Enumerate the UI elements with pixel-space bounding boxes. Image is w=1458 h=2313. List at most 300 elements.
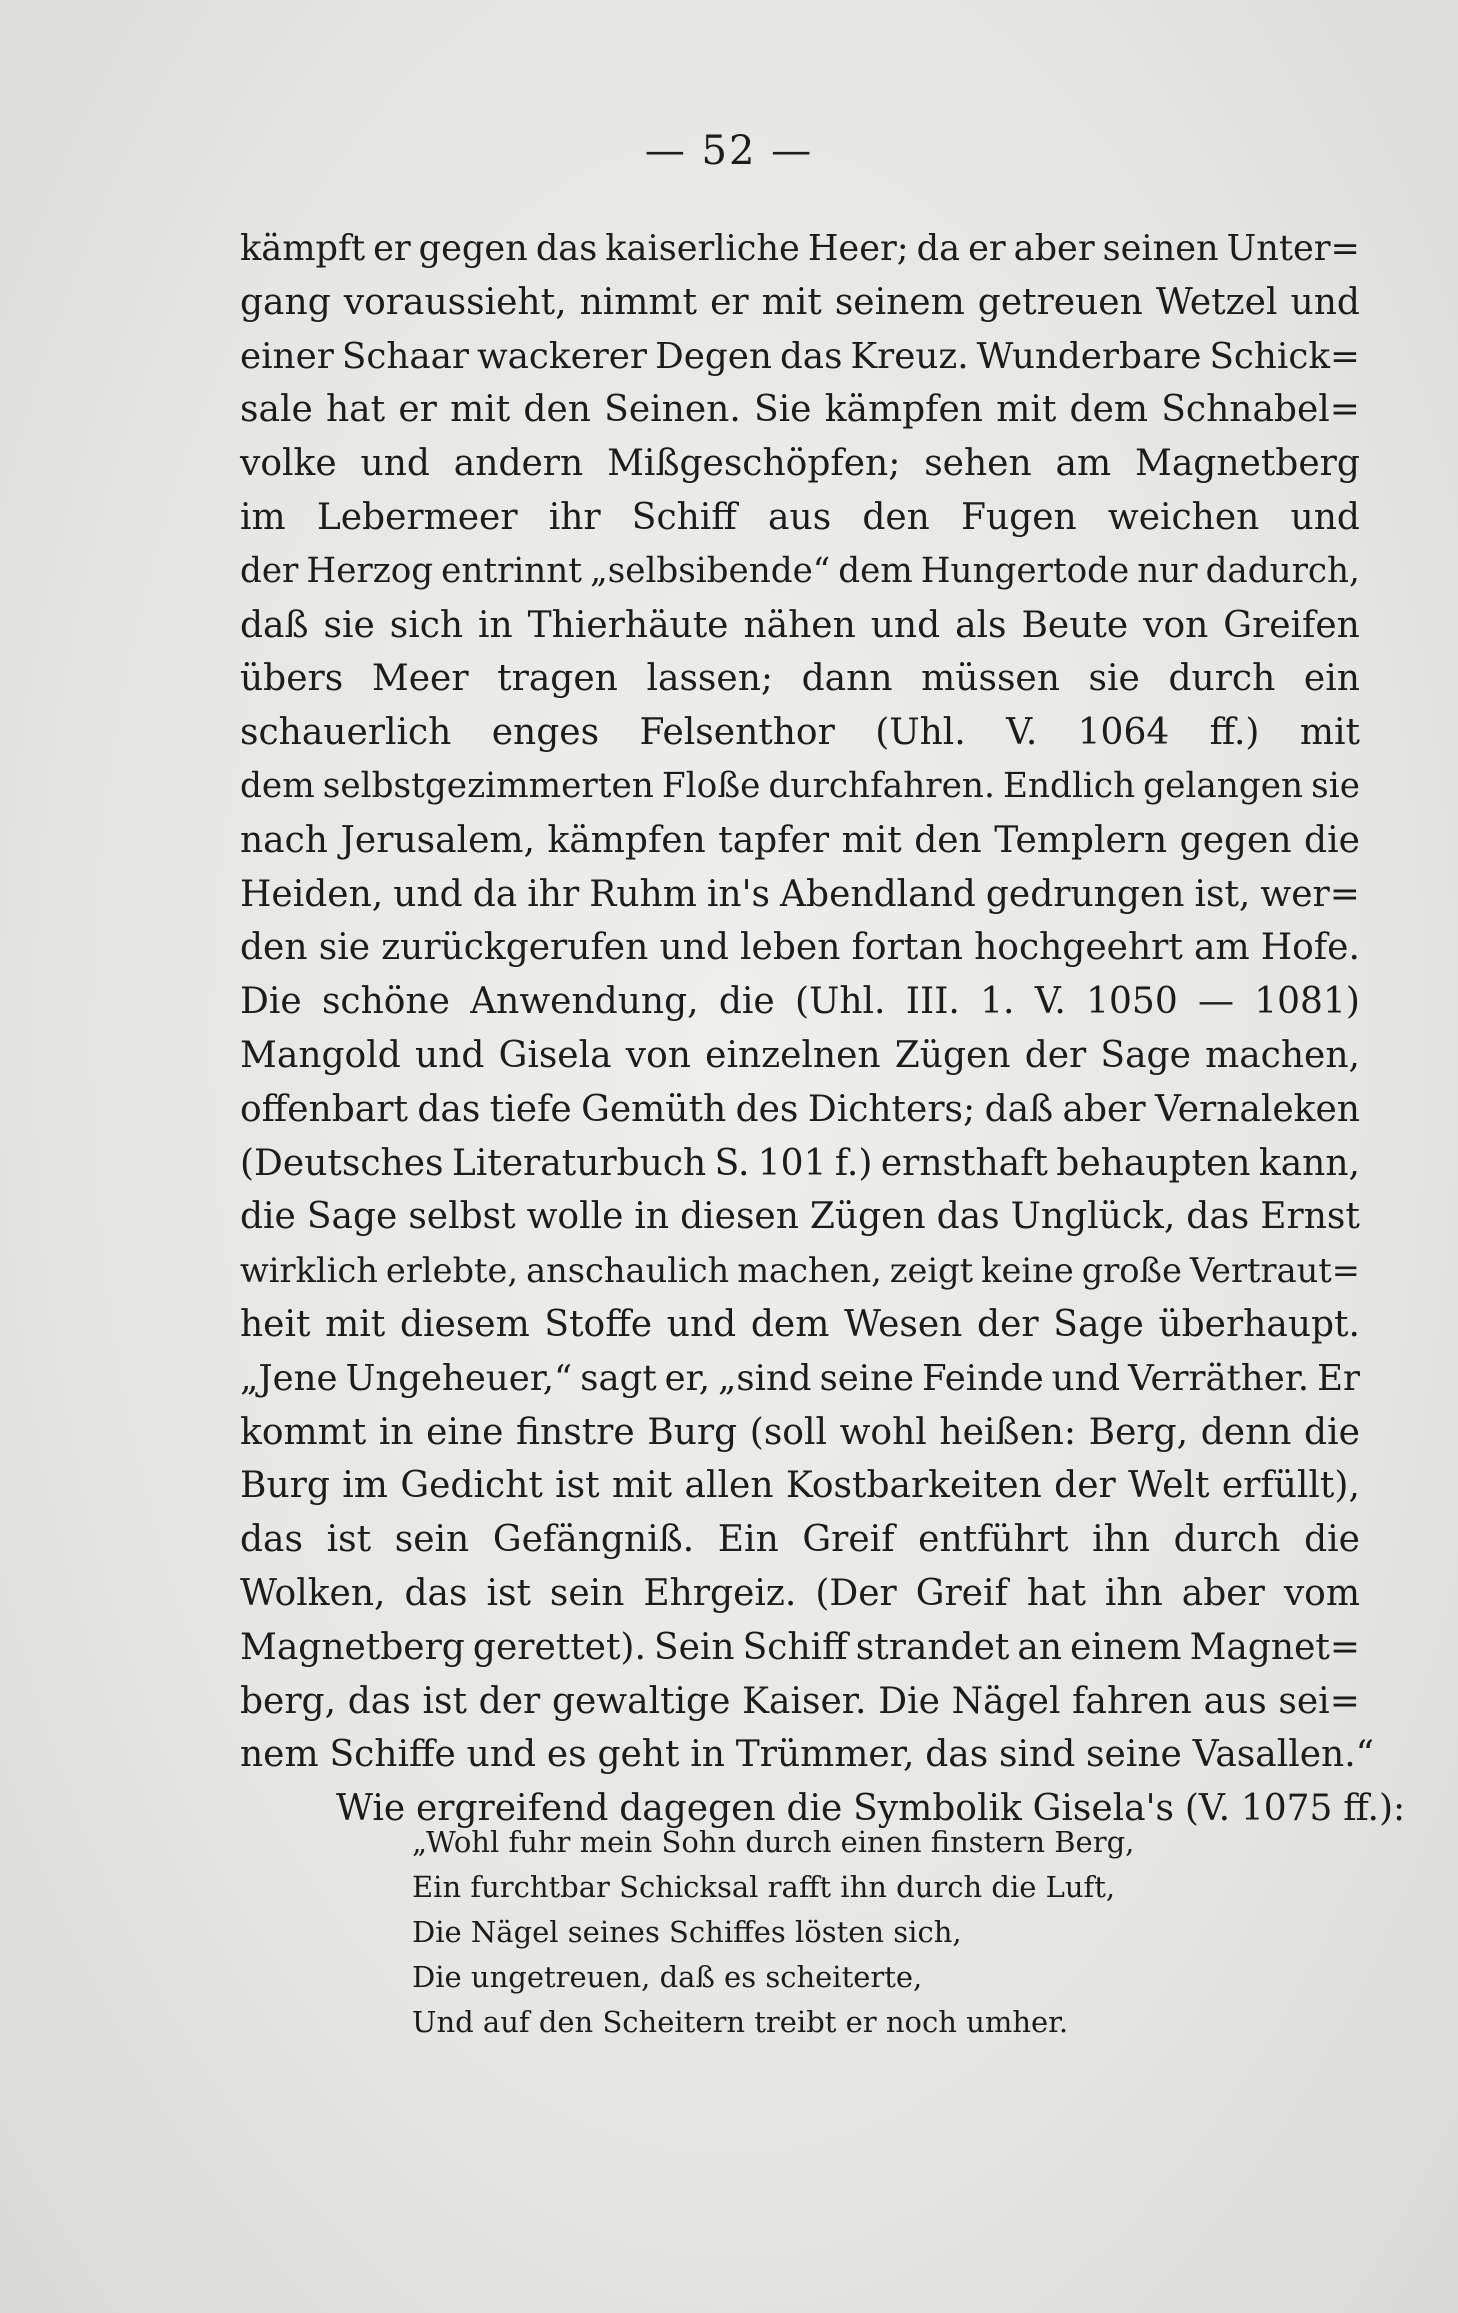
- word: strandet: [855, 1626, 1010, 1668]
- word: heißen:: [939, 1411, 1077, 1453]
- word: behaupten: [1056, 1142, 1251, 1184]
- word: (Deutsches: [240, 1142, 444, 1184]
- word: durchfahren.: [768, 765, 995, 806]
- word: die: [718, 981, 775, 1023]
- verse-line: Die Nägel seines Schiffes lösten sich,: [412, 1915, 962, 1949]
- word: dem: [240, 765, 315, 806]
- word: und: [870, 604, 941, 646]
- word: leben: [740, 927, 841, 969]
- word: seine: [1086, 1734, 1182, 1776]
- word: eine: [426, 1411, 504, 1453]
- word: Zügen: [894, 1034, 1011, 1076]
- word: mit: [841, 819, 902, 861]
- word: mit: [450, 389, 511, 431]
- word: Herzog: [306, 550, 434, 591]
- word: erlebte,: [385, 1251, 519, 1291]
- word: in: [634, 1196, 670, 1238]
- text-line: [240, 1029, 1360, 1083]
- word: Seinen.: [604, 389, 741, 431]
- word: Beute: [1021, 604, 1129, 646]
- word: Heiden,: [240, 873, 384, 915]
- word: sich: [389, 604, 464, 646]
- word: von: [625, 1034, 691, 1076]
- word: er: [968, 228, 1006, 269]
- word: den: [914, 819, 982, 861]
- word: Feinde: [922, 1357, 1044, 1399]
- word: 1.: [980, 981, 1015, 1023]
- word: am: [1055, 443, 1112, 485]
- word: Verräther.: [1128, 1357, 1310, 1399]
- word: 1075: [1240, 1788, 1333, 1830]
- word: das: [404, 1572, 468, 1614]
- word: kämpft: [240, 228, 366, 269]
- word: Endlich: [1002, 765, 1136, 806]
- word: dadurch,: [1205, 550, 1360, 591]
- word: das: [936, 1196, 1000, 1238]
- word: —: [1198, 981, 1234, 1023]
- word: Abendland: [780, 873, 976, 915]
- word: des: [735, 1088, 799, 1130]
- word: V.: [1006, 712, 1038, 754]
- word: Greif: [802, 1519, 895, 1561]
- word: entrinnt: [441, 550, 583, 591]
- text-line: [240, 383, 1360, 437]
- word: ist: [326, 1519, 372, 1561]
- word: schöne: [321, 981, 450, 1023]
- word: da: [472, 873, 518, 915]
- word: allen: [684, 1465, 774, 1507]
- word: sagt: [580, 1357, 657, 1399]
- word: mit: [761, 281, 822, 323]
- word: (V.: [1184, 1788, 1231, 1830]
- word: Meer: [371, 658, 469, 700]
- word: ist,: [1194, 873, 1251, 915]
- verse-line: „Wohl fuhr mein Sohn durch einen finstern Berg,: [412, 1825, 1135, 1859]
- word: Mangold: [240, 1034, 401, 1076]
- word: nem: [240, 1734, 319, 1776]
- word: kaiserliche: [605, 228, 800, 269]
- word: die: [1304, 1519, 1360, 1561]
- word: im: [342, 1465, 388, 1507]
- word: das: [535, 228, 598, 269]
- word: in: [378, 1411, 414, 1453]
- text-line: [240, 1459, 1360, 1513]
- word: 1050: [1086, 981, 1178, 1023]
- word: Gefängniß.: [492, 1519, 695, 1561]
- word: Literaturbuch: [451, 1142, 707, 1184]
- word: aber: [1013, 228, 1095, 269]
- word: übers: [240, 658, 344, 700]
- word: von: [1143, 604, 1209, 646]
- word: Magnetberg: [1134, 443, 1360, 485]
- word: wirklich: [240, 1251, 378, 1291]
- word: er: [373, 228, 411, 269]
- word: kann,: [1258, 1142, 1360, 1184]
- main-paragraph: [240, 222, 1406, 1836]
- word: gelangen: [1143, 765, 1304, 806]
- word: selbst: [408, 1196, 516, 1238]
- text-line: [240, 814, 1360, 868]
- word: Wie: [336, 1788, 406, 1830]
- word: Mißgeschöpfen;: [607, 443, 901, 485]
- text-line: [240, 1675, 1360, 1729]
- text-line: [240, 1567, 1360, 1621]
- word: Er: [1317, 1357, 1360, 1399]
- word: einzelnen: [705, 1034, 881, 1076]
- word: schauerlich: [240, 712, 452, 754]
- word: 1064: [1077, 712, 1170, 754]
- word: Zügen: [809, 1196, 926, 1238]
- word: geht: [597, 1734, 680, 1776]
- word: Welt: [1128, 1465, 1210, 1507]
- word: 1081): [1254, 981, 1360, 1023]
- word: und: [666, 1303, 737, 1345]
- word: Sage: [306, 1196, 398, 1238]
- word: (Uhl.: [875, 712, 966, 754]
- word: aus: [1203, 1680, 1267, 1722]
- word: gerettet).: [472, 1626, 646, 1668]
- word: wer=: [1260, 873, 1360, 915]
- word: daß: [984, 1088, 1054, 1130]
- word: das: [925, 1734, 989, 1776]
- word: sein: [394, 1519, 470, 1561]
- word: im: [240, 496, 286, 538]
- word: Gisela: [498, 1034, 612, 1076]
- text-line: [240, 1621, 1360, 1675]
- word: der: [1054, 1465, 1116, 1507]
- word: Unter=: [1226, 228, 1360, 269]
- text-line: [240, 868, 1360, 922]
- text-line: [240, 1137, 1360, 1191]
- word: Kaiser.: [742, 1680, 867, 1722]
- word: gegen: [418, 228, 528, 269]
- word: ff.):: [1343, 1788, 1406, 1830]
- word: sie: [323, 604, 375, 646]
- word: erfüllt),: [1221, 1465, 1360, 1507]
- word: das: [347, 1680, 411, 1722]
- word: und: [414, 1034, 485, 1076]
- word: er: [398, 389, 437, 431]
- word: und: [393, 873, 463, 915]
- word: den: [862, 496, 930, 538]
- word: und: [1290, 281, 1360, 323]
- word: gedrungen: [985, 873, 1185, 915]
- text-line: [240, 599, 1360, 653]
- word: Hofe.: [1260, 927, 1360, 969]
- word: Schaar: [341, 335, 469, 377]
- word: machen,: [737, 1251, 882, 1291]
- word: da: [916, 228, 961, 269]
- word: Ein: [717, 1519, 779, 1561]
- word: ein: [1303, 658, 1360, 700]
- text-line: [240, 1244, 1360, 1298]
- word: Wesen: [844, 1303, 963, 1345]
- word: in: [690, 1734, 725, 1776]
- word: aus: [768, 496, 832, 538]
- word: sie: [318, 927, 371, 969]
- word: diesem: [399, 1303, 530, 1345]
- word: Gemüth: [581, 1088, 727, 1130]
- word: kämpfen: [547, 819, 706, 861]
- word: entführt: [918, 1519, 1069, 1561]
- text-line: [240, 437, 1360, 491]
- word: der: [1024, 1034, 1087, 1076]
- word: diesen: [680, 1196, 799, 1238]
- word: Ehrgeiz.: [643, 1572, 797, 1614]
- word: volke: [240, 443, 337, 485]
- word: dem: [838, 550, 913, 591]
- word: gewaltige: [551, 1680, 731, 1722]
- word: keine: [981, 1251, 1074, 1291]
- word: kommt: [240, 1411, 367, 1453]
- page-number: — 52 —: [644, 128, 814, 174]
- verse-line: Die ungetreuen, daß es scheiterte,: [412, 1960, 923, 1994]
- word: Fugen: [961, 496, 1077, 538]
- word: nimmt: [579, 281, 698, 323]
- word: Gisela's: [1032, 1788, 1175, 1830]
- word: kämpfen: [824, 389, 983, 431]
- word: anschaulich: [526, 1251, 730, 1291]
- word: die: [240, 1196, 296, 1238]
- word: selbstgezimmerten: [322, 765, 654, 806]
- word: Burg: [647, 1411, 738, 1453]
- text-line: [240, 276, 1360, 330]
- word: dagegen: [619, 1788, 776, 1830]
- word: Magnetberg: [240, 1626, 465, 1668]
- word: große: [1081, 1251, 1182, 1291]
- word: vom: [1283, 1572, 1360, 1614]
- word: ff.): [1209, 712, 1260, 754]
- word: Vernaleken: [1155, 1088, 1360, 1130]
- word: Sie: [754, 389, 812, 431]
- word: weichen: [1107, 496, 1260, 538]
- word: er: [710, 281, 749, 323]
- word: Magnet=: [1189, 1626, 1360, 1668]
- word: die: [1304, 1411, 1360, 1453]
- word: Thierhäute: [527, 604, 729, 646]
- word: Sage: [1100, 1034, 1191, 1076]
- word: zurückgerufen: [381, 927, 649, 969]
- word: den: [240, 927, 308, 969]
- word: tapfer: [718, 819, 830, 861]
- word: er,: [664, 1357, 710, 1399]
- word: einem: [1070, 1626, 1182, 1668]
- word: S.: [714, 1142, 750, 1184]
- word: ihn: [1104, 1572, 1163, 1614]
- word: ist: [422, 1680, 467, 1722]
- word: und: [659, 927, 729, 969]
- word: Heer;: [807, 228, 909, 269]
- word: wackerer: [477, 335, 648, 377]
- word: gang: [240, 281, 331, 323]
- word: „selbsibende“: [590, 550, 831, 591]
- word: „sind: [718, 1357, 812, 1399]
- word: Symbolik: [853, 1788, 1022, 1830]
- text-line: [240, 1298, 1360, 1352]
- word: nur: [1137, 550, 1198, 591]
- word: sie: [1088, 658, 1140, 700]
- word: Anwendung,: [470, 981, 699, 1023]
- word: seine: [819, 1357, 914, 1399]
- word: ernsthaft: [880, 1142, 1048, 1184]
- word: sei=: [1278, 1680, 1360, 1722]
- word: Lebermeer: [316, 496, 518, 538]
- word: der: [240, 550, 299, 591]
- word: Schiffe: [329, 1734, 456, 1776]
- word: Wunderbare: [976, 335, 1202, 377]
- word: ihr: [527, 873, 580, 915]
- word: sale: [240, 389, 313, 431]
- word: Die: [878, 1680, 940, 1722]
- word: sehen: [924, 443, 1032, 485]
- word: Ruhm: [589, 873, 697, 915]
- word: in's: [706, 873, 770, 915]
- word: ihr: [548, 496, 601, 538]
- word: wolle: [526, 1196, 624, 1238]
- verse-line: Ein furchtbar Schicksal rafft ihn durch die Luft,: [412, 1870, 1116, 1904]
- word: gegen: [1179, 819, 1292, 861]
- word: voraussieht,: [343, 281, 567, 323]
- word: die: [1304, 819, 1360, 861]
- word: Wetzel: [1155, 281, 1278, 323]
- word: tragen: [497, 658, 618, 700]
- word: Kreuz.: [850, 335, 969, 377]
- word: als: [955, 604, 1007, 646]
- word: und: [1051, 1357, 1121, 1399]
- text-line: [240, 491, 1360, 545]
- word: Burg: [240, 1465, 330, 1507]
- text-line: [240, 222, 1360, 276]
- word: Kostbarkeiten: [785, 1465, 1042, 1507]
- word: an: [1017, 1626, 1063, 1668]
- text-line: [240, 330, 1360, 384]
- word: wohl: [839, 1411, 927, 1453]
- word: seinem: [834, 281, 965, 323]
- word: III.: [905, 981, 960, 1023]
- word: ist: [486, 1572, 531, 1614]
- word: das: [417, 1088, 481, 1130]
- word: V.: [1034, 981, 1066, 1023]
- word: Templern: [994, 819, 1168, 861]
- word: lassen;: [646, 658, 774, 700]
- word: Gedicht: [400, 1465, 543, 1507]
- word: der: [977, 1303, 1039, 1345]
- word: tiefe: [489, 1088, 572, 1130]
- word: dann: [801, 658, 893, 700]
- word: fahren: [1072, 1680, 1192, 1722]
- word: Schick=: [1209, 335, 1360, 377]
- word: denn: [1200, 1411, 1292, 1453]
- word: mit: [325, 1303, 386, 1345]
- word: dem: [1069, 389, 1149, 431]
- word: (soll: [749, 1411, 828, 1453]
- text-line: [240, 975, 1360, 1029]
- word: ist: [555, 1465, 600, 1507]
- word: sind: [999, 1734, 1076, 1776]
- word: sein: [549, 1572, 625, 1614]
- word: daß: [240, 604, 309, 646]
- word: „Jene: [240, 1357, 338, 1399]
- word: Floße: [661, 765, 761, 806]
- word: Berg,: [1088, 1411, 1189, 1453]
- word: Stoffe: [544, 1303, 653, 1345]
- word: Sein: [653, 1626, 735, 1668]
- word: mit: [996, 389, 1057, 431]
- word: (Der: [815, 1572, 897, 1614]
- word: Ernst: [1260, 1196, 1360, 1238]
- word: heit: [240, 1303, 311, 1345]
- word: nach: [240, 819, 328, 861]
- word: und: [1290, 496, 1360, 538]
- word: Dichters;: [807, 1088, 976, 1130]
- word: die: [786, 1788, 843, 1830]
- word: Trümmer,: [735, 1734, 915, 1776]
- word: Felsenthor: [639, 712, 835, 754]
- word: hat: [325, 389, 386, 431]
- word: hochgeehrt: [974, 927, 1183, 969]
- word: müssen: [921, 658, 1060, 700]
- word: Unglück,: [1010, 1196, 1176, 1238]
- word: das: [779, 335, 843, 377]
- text-line: [240, 1190, 1360, 1244]
- text-line: [240, 545, 1360, 599]
- text-line: [240, 1352, 1360, 1406]
- word: überhaupt.: [1158, 1303, 1360, 1345]
- word: seinen: [1102, 228, 1219, 269]
- text-line: [240, 1083, 1360, 1137]
- word: sie: [1311, 765, 1360, 806]
- word: Die: [240, 981, 302, 1023]
- word: Schnabel=: [1161, 389, 1360, 431]
- word: Sage: [1053, 1303, 1144, 1345]
- word: aber: [1181, 1572, 1265, 1614]
- text-line: [240, 706, 1360, 760]
- word: andern: [453, 443, 584, 485]
- word: durch: [1173, 1519, 1281, 1561]
- word: Wolken,: [240, 1572, 386, 1614]
- text-line: [240, 1513, 1360, 1567]
- word: durch: [1168, 658, 1276, 700]
- word: mit: [1299, 712, 1360, 754]
- word: und: [466, 1734, 537, 1776]
- word: das: [1186, 1196, 1250, 1238]
- word: zeigt: [889, 1251, 974, 1291]
- word: Greif: [915, 1572, 1008, 1614]
- word: Jerusalem,: [340, 819, 535, 861]
- word: 101: [757, 1142, 827, 1184]
- word: Vertraut=: [1189, 1251, 1360, 1291]
- word: (Uhl.: [794, 981, 886, 1023]
- word: das: [240, 1519, 303, 1561]
- word: es: [546, 1734, 587, 1776]
- word: mit: [612, 1465, 673, 1507]
- word: aber: [1062, 1088, 1146, 1130]
- word: offenbart: [240, 1088, 408, 1130]
- text-line: [240, 760, 1360, 814]
- word: berg,: [240, 1680, 337, 1722]
- word: getreuen: [977, 281, 1143, 323]
- word: machen,: [1205, 1034, 1360, 1076]
- word: Degen: [655, 335, 772, 377]
- word: enges: [491, 712, 600, 754]
- word: Hungertode: [920, 550, 1130, 591]
- text-line: [240, 1728, 1375, 1782]
- word: Schiff: [742, 1626, 848, 1668]
- word: Nägel: [951, 1680, 1061, 1722]
- word: dem: [750, 1303, 830, 1345]
- word: Schiff: [631, 496, 737, 538]
- verse-quotation: [412, 1820, 1134, 2045]
